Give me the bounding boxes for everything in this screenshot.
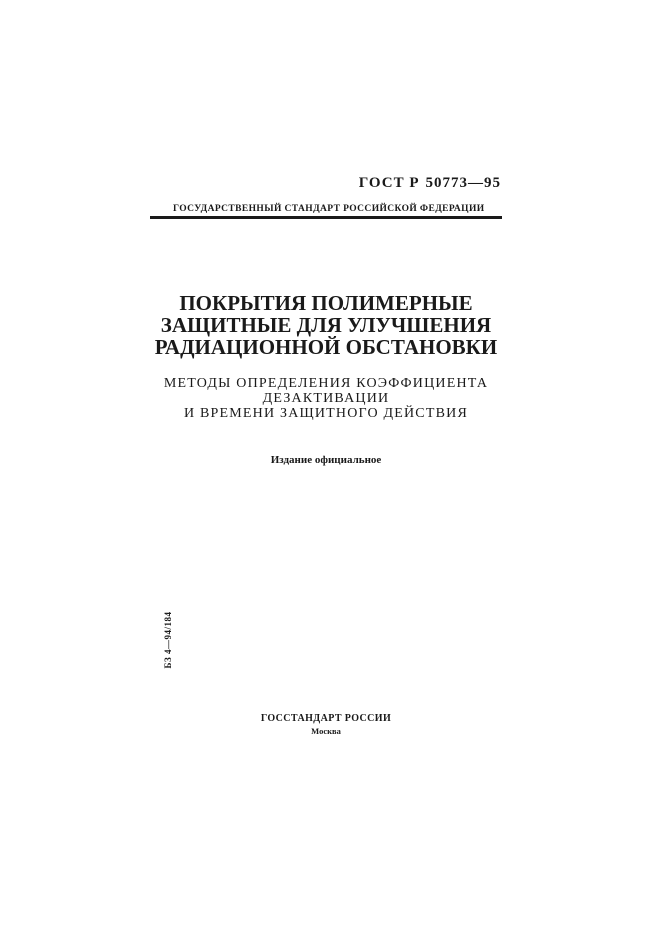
header-divider bbox=[150, 216, 502, 219]
publisher-name: ГОССТАНДАРТ РОССИИ bbox=[260, 713, 392, 724]
document-code-prefix: ГОСТ Р bbox=[358, 175, 420, 191]
edition-label: Издание официальное bbox=[270, 454, 382, 466]
subtitle-line: ДЕЗАКТИВАЦИИ bbox=[262, 391, 390, 406]
subtitle-line: И ВРЕМЕНИ ЗАЩИТНОГО ДЕЙСТВИЯ bbox=[184, 406, 468, 421]
title-line: ЗАЩИТНЫЕ ДЛЯ УЛУЧШЕНИЯ bbox=[160, 313, 492, 337]
title-line: ПОКРЫТИЯ ПОЛИМЕРНЫЕ bbox=[179, 291, 473, 315]
document-code bbox=[359, 175, 501, 192]
document-title bbox=[150, 292, 502, 358]
state-standard-label: ГОСУДАРСТВЕННЫЙ СТАНДАРТ РОССИЙСКОЙ ФЕДЕРАЦИИ bbox=[173, 204, 485, 214]
publisher-city: Москва bbox=[311, 726, 341, 736]
document-code-number: 50773—95 bbox=[425, 175, 501, 191]
title-line: РАДИАЦИОННОЙ ОБСТАНОВКИ bbox=[154, 335, 498, 359]
side-code: БЗ 4—94/184 bbox=[163, 611, 173, 669]
document-subtitle bbox=[150, 376, 502, 421]
subtitle-line: МЕТОДЫ ОПРЕДЕЛЕНИЯ КОЭФФИЦИЕНТА bbox=[163, 376, 489, 391]
